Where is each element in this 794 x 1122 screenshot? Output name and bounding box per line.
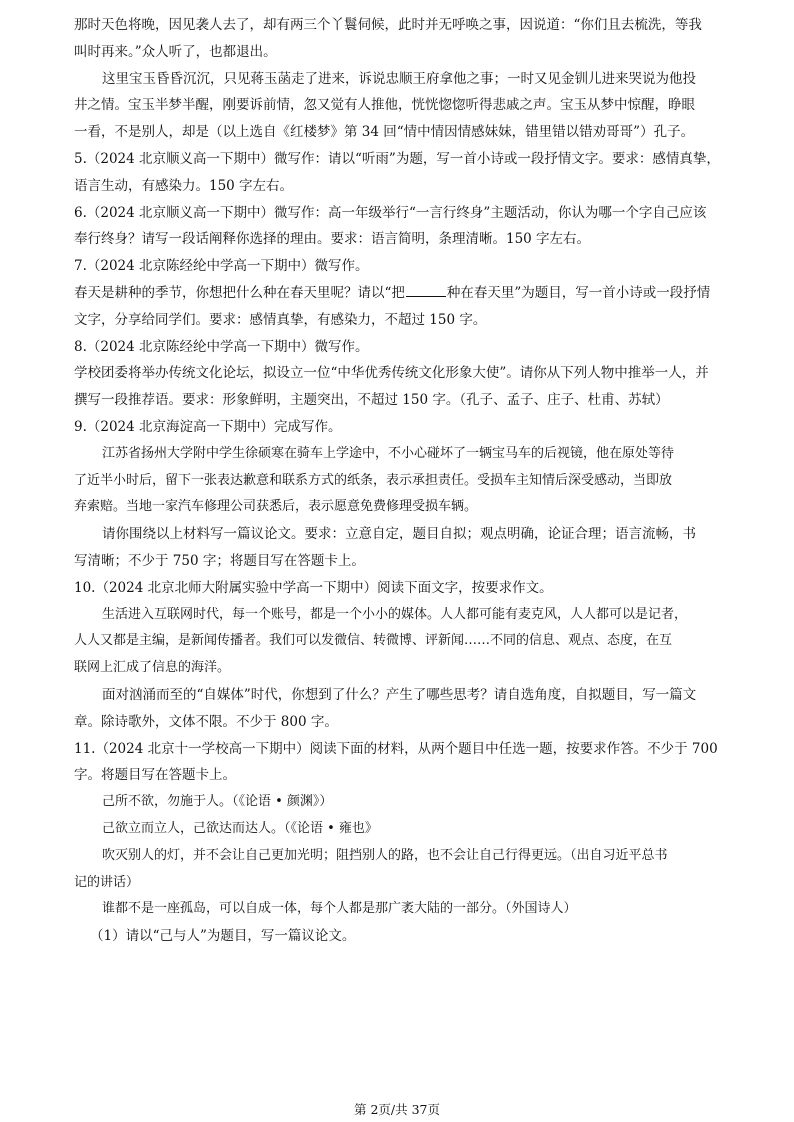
material-line: 生活进入互联网时代，每一个账号，都是一个小小的媒体。人人都可能有麦克风，人人都可以是记者，	[102, 606, 688, 622]
material-line: 了近半小时后，留下一张表达歉意和联系方式的纸条，表示承担责任。受损车主知情后深受感动，当即放	[74, 472, 673, 488]
question-5-cont: 语言生动，有感染力。150 字左右。	[74, 177, 294, 194]
question-5: 5.（2024 北京顺义高一下期中）微写作：请以“听雨”为题，写一首小诗或一段抒情文字。要求：感情真挚，	[74, 150, 720, 167]
requirement-line: 章。除诗歌外，文体不限。不少于 800 字。	[74, 713, 338, 730]
question-10: 10.（2024 北京北师大附属实验中学高一下期中）阅读下面文字，按要求作文。	[74, 579, 553, 596]
prompt-text: 种在春天里”为题目，写一首小诗或一段抒情	[446, 284, 711, 301]
material-line: 江苏省扬州大学附中学生徐硕寒在骑车上学途中，不小心碰坏了一辆宝马车的后视镜，他在原处等待	[102, 445, 675, 461]
question-8: 8.（2024 北京陈经纶中学高一下期中）微写作。	[74, 338, 369, 355]
passage-line: 那时天色将晚，因见袭人去了，却有两三个丫鬟伺候，此时并无呼唤之事，因说道：“你们且去梳洗，等我	[74, 17, 702, 33]
question-11-cont: 字。将题目写在答题卡上。	[74, 767, 236, 784]
prompt-text: 春天是耕种的季节，你想把什么种在春天里呢？请以“把	[74, 284, 405, 301]
sub-question-1: （1）请以“己与人”为题目，写一篇议论文。	[90, 928, 356, 945]
question-6: 6.（2024 北京顺义高一下期中）微写作：高一年级举行“一言行终身”主题活动，你认为哪一个字自己应该	[74, 204, 707, 221]
material-line: 弃索赔。当地一家汽车修理公司获悉后，表示愿意免费修理受损车辆。	[74, 499, 478, 515]
material-line: 谁都不是一座孤岛，可以自成一体，每个人都是那广袤大陆的一部分。（外国诗人）	[102, 901, 577, 917]
question-6-cont: 奉行终身？请写一段话阐释你选择的理由。要求：语言简明，条理清晰。150 字左右。	[74, 231, 591, 248]
fill-blank	[406, 282, 446, 297]
page-content	[74, 12, 724, 950]
material-line: 人人又都是主编，是新闻传播者。我们可以发微信、转微博、评新闻……不同的信息、观点、态度，在互	[74, 633, 673, 649]
material-line: 己欲立而立人，己欲达而达人。（《论语 • 雍也》	[102, 820, 378, 836]
material-line: 己所不欲，勿施于人。（《论语 • 颜渊》）	[102, 794, 333, 810]
passage-line: 这里宝玉昏昏沉沉，只见蒋玉菡走了进来，诉说忠顺王府拿他之事；一时又见金钏儿进来哭说为他投	[102, 70, 696, 87]
question-7-cont: 文字，分享给同学们。要求：感情真挚，有感染力，不超过 150 字。	[74, 311, 487, 328]
question-7-prompt	[74, 280, 724, 307]
requirement-line: 请你围绕以上材料写一篇议论文。要求：立意自定，题目自拟；观点明确，论证合理；语言流畅，书	[102, 526, 696, 543]
passage-line: 井之情。宝玉半梦半醒，刚要诉前情，忽又觉有人推他，恍恍惚惚听得悲戚之声。宝玉从梦中惊醒，睁眼	[74, 97, 695, 114]
requirement-line: 写清晰；不少于 750 字；将题目写在答题卡上。	[74, 552, 365, 569]
question-8-prompt: 学校团委将举办传统文化论坛，拟设立一位“中华优秀传统文化形象大使”。请你从下列人物中推举一人，并	[74, 365, 709, 382]
question-9: 9.（2024 北京海淀高一下期中）完成写作。	[74, 418, 342, 435]
question-11: 11.（2024 北京十一学校高一下期中）阅读下面的材料，从两个题目中任选一题，按要求作答。不少于 700	[74, 740, 718, 757]
material-line: 吹灭别人的灯，并不会让自己更加光明；阻挡别人的路，也不会让自己行得更远。（出自习近平总书	[102, 847, 668, 863]
requirement-line: 面对汹涌而至的“自媒体”时代，你想到了什么？产生了哪些思考？请自选角度，自拟题目，写一篇文	[102, 686, 697, 703]
question-8-cont: 撰写一段推荐语。要求：形象鲜明，主题突出，不超过 150 字。（孔子、孟子、庄子、杜甫、苏轼）	[74, 392, 669, 409]
question-7: 7.（2024 北京陈经纶中学高一下期中）微写作。	[74, 258, 369, 275]
material-line: 联网上汇成了信息的海洋。	[74, 660, 231, 676]
material-line: 记的讲话）	[74, 874, 140, 890]
passage-line: 叫时再来。”众人听了，也都退出。	[74, 43, 277, 60]
passage-line: 一看，不是别人，却是（以上选自《红楼梦》第 34 回“情中情因情感妹妹，错里错以错劝哥哥”）孔子。	[74, 124, 695, 141]
page-footer: 第 2页/共 37页	[353, 1102, 441, 1117]
